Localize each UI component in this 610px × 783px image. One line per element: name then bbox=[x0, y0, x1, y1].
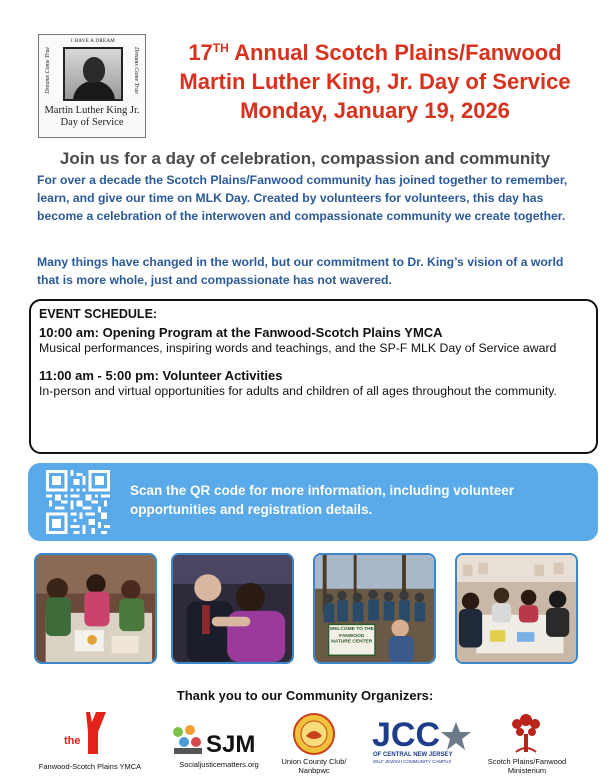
title-line-1: 17TH Annual Scotch Plains/Fanwood bbox=[188, 40, 562, 65]
qr-banner-text: Scan the QR code for more information, including volunteer opportunities and registration details. bbox=[130, 483, 515, 517]
schedule-heading: EVENT SCHEDULE: bbox=[39, 307, 158, 321]
schedule-item-text: In-person and virtual opportunities for adults and children of all ages throughout the community. bbox=[39, 384, 557, 398]
organizer-label-sjm: Socialjusticematters.org bbox=[179, 760, 259, 769]
ymca-logo bbox=[62, 710, 108, 758]
qr-banner bbox=[28, 463, 598, 541]
organizer-label-union-county: Union County Club/ Nanbpwc bbox=[281, 757, 347, 775]
logo-top-text: I HAVE A DREAM bbox=[71, 39, 115, 44]
event-title bbox=[150, 38, 600, 125]
photo-volunteers-table bbox=[455, 553, 578, 664]
organizers-heading: Thank you to our Community Organizers: bbox=[176, 688, 434, 703]
photo-nature-center bbox=[313, 553, 436, 664]
photo-children-crafts bbox=[34, 553, 157, 664]
qr-code-icon[interactable] bbox=[46, 470, 110, 534]
mlk-portrait-image bbox=[63, 47, 123, 101]
intro-paragraph: For over a decade the Scotch Plains/Fanwood community has joined together to remember, learn, and give our time on MLK Day. Created by volunteers for volunteers, this day has become a celebration of the interwoven and compassionate community we create together. bbox=[37, 173, 568, 223]
subtitle: Join us for a day of celebration, compassion and community bbox=[59, 149, 551, 168]
title-line-2: Martin Luther King, Jr. Day of Service bbox=[179, 69, 571, 94]
event-schedule bbox=[29, 299, 598, 454]
logo-name: Martin Luther King Jr. Day of Service bbox=[44, 105, 140, 128]
schedule-item-title: 10:00 am: Opening Program at the Fanwood-Scotch Plains YMCA bbox=[39, 325, 443, 340]
commitment-paragraph: Many things have changed in the world, but our commitment to Dr. King’s vision of a world that is more whole, just and compassionate has not wavered. bbox=[37, 255, 564, 287]
mlk-logo bbox=[38, 34, 146, 138]
photo-award-hug bbox=[171, 553, 294, 664]
jcc-logo-subtext: WILF JEWISH COMMUNITY CAMPUS bbox=[373, 759, 452, 764]
logo-side-text-right: Dreams Come True bbox=[133, 47, 139, 94]
jcc-logo-text: JCC bbox=[372, 716, 441, 754]
ymca-logo-text: the bbox=[64, 735, 81, 747]
schedule-item-text: Musical performances, inspiring words and teachings, and the SP-F MLK Day of Service award bbox=[39, 341, 557, 355]
sjm-logo-text: SJM bbox=[206, 731, 256, 758]
title-line-3-date: Monday, January 19, 2026 bbox=[240, 98, 510, 123]
jcc-logo-subtext: OF CENTRAL NEW JERSEY bbox=[373, 752, 453, 758]
jcc-logo bbox=[372, 712, 476, 764]
ministerium-tree-logo bbox=[506, 710, 546, 754]
schedule-item-title: 11:00 am - 5:00 pm: Volunteer Activities bbox=[39, 368, 283, 383]
organizer-label-ymca: Fanwood-Scotch Plains YMCA bbox=[38, 762, 142, 771]
sjm-logo bbox=[170, 722, 266, 758]
nature-center-sign-text: WELCOME TO THE FANWOOD NATURE CENTER bbox=[329, 626, 374, 645]
logo-side-text-left: Dreams Come True bbox=[45, 47, 51, 94]
organizer-label-ministerium: Scotch Plains/Fanwood Ministerium bbox=[487, 757, 567, 775]
union-county-club-logo bbox=[292, 712, 336, 756]
